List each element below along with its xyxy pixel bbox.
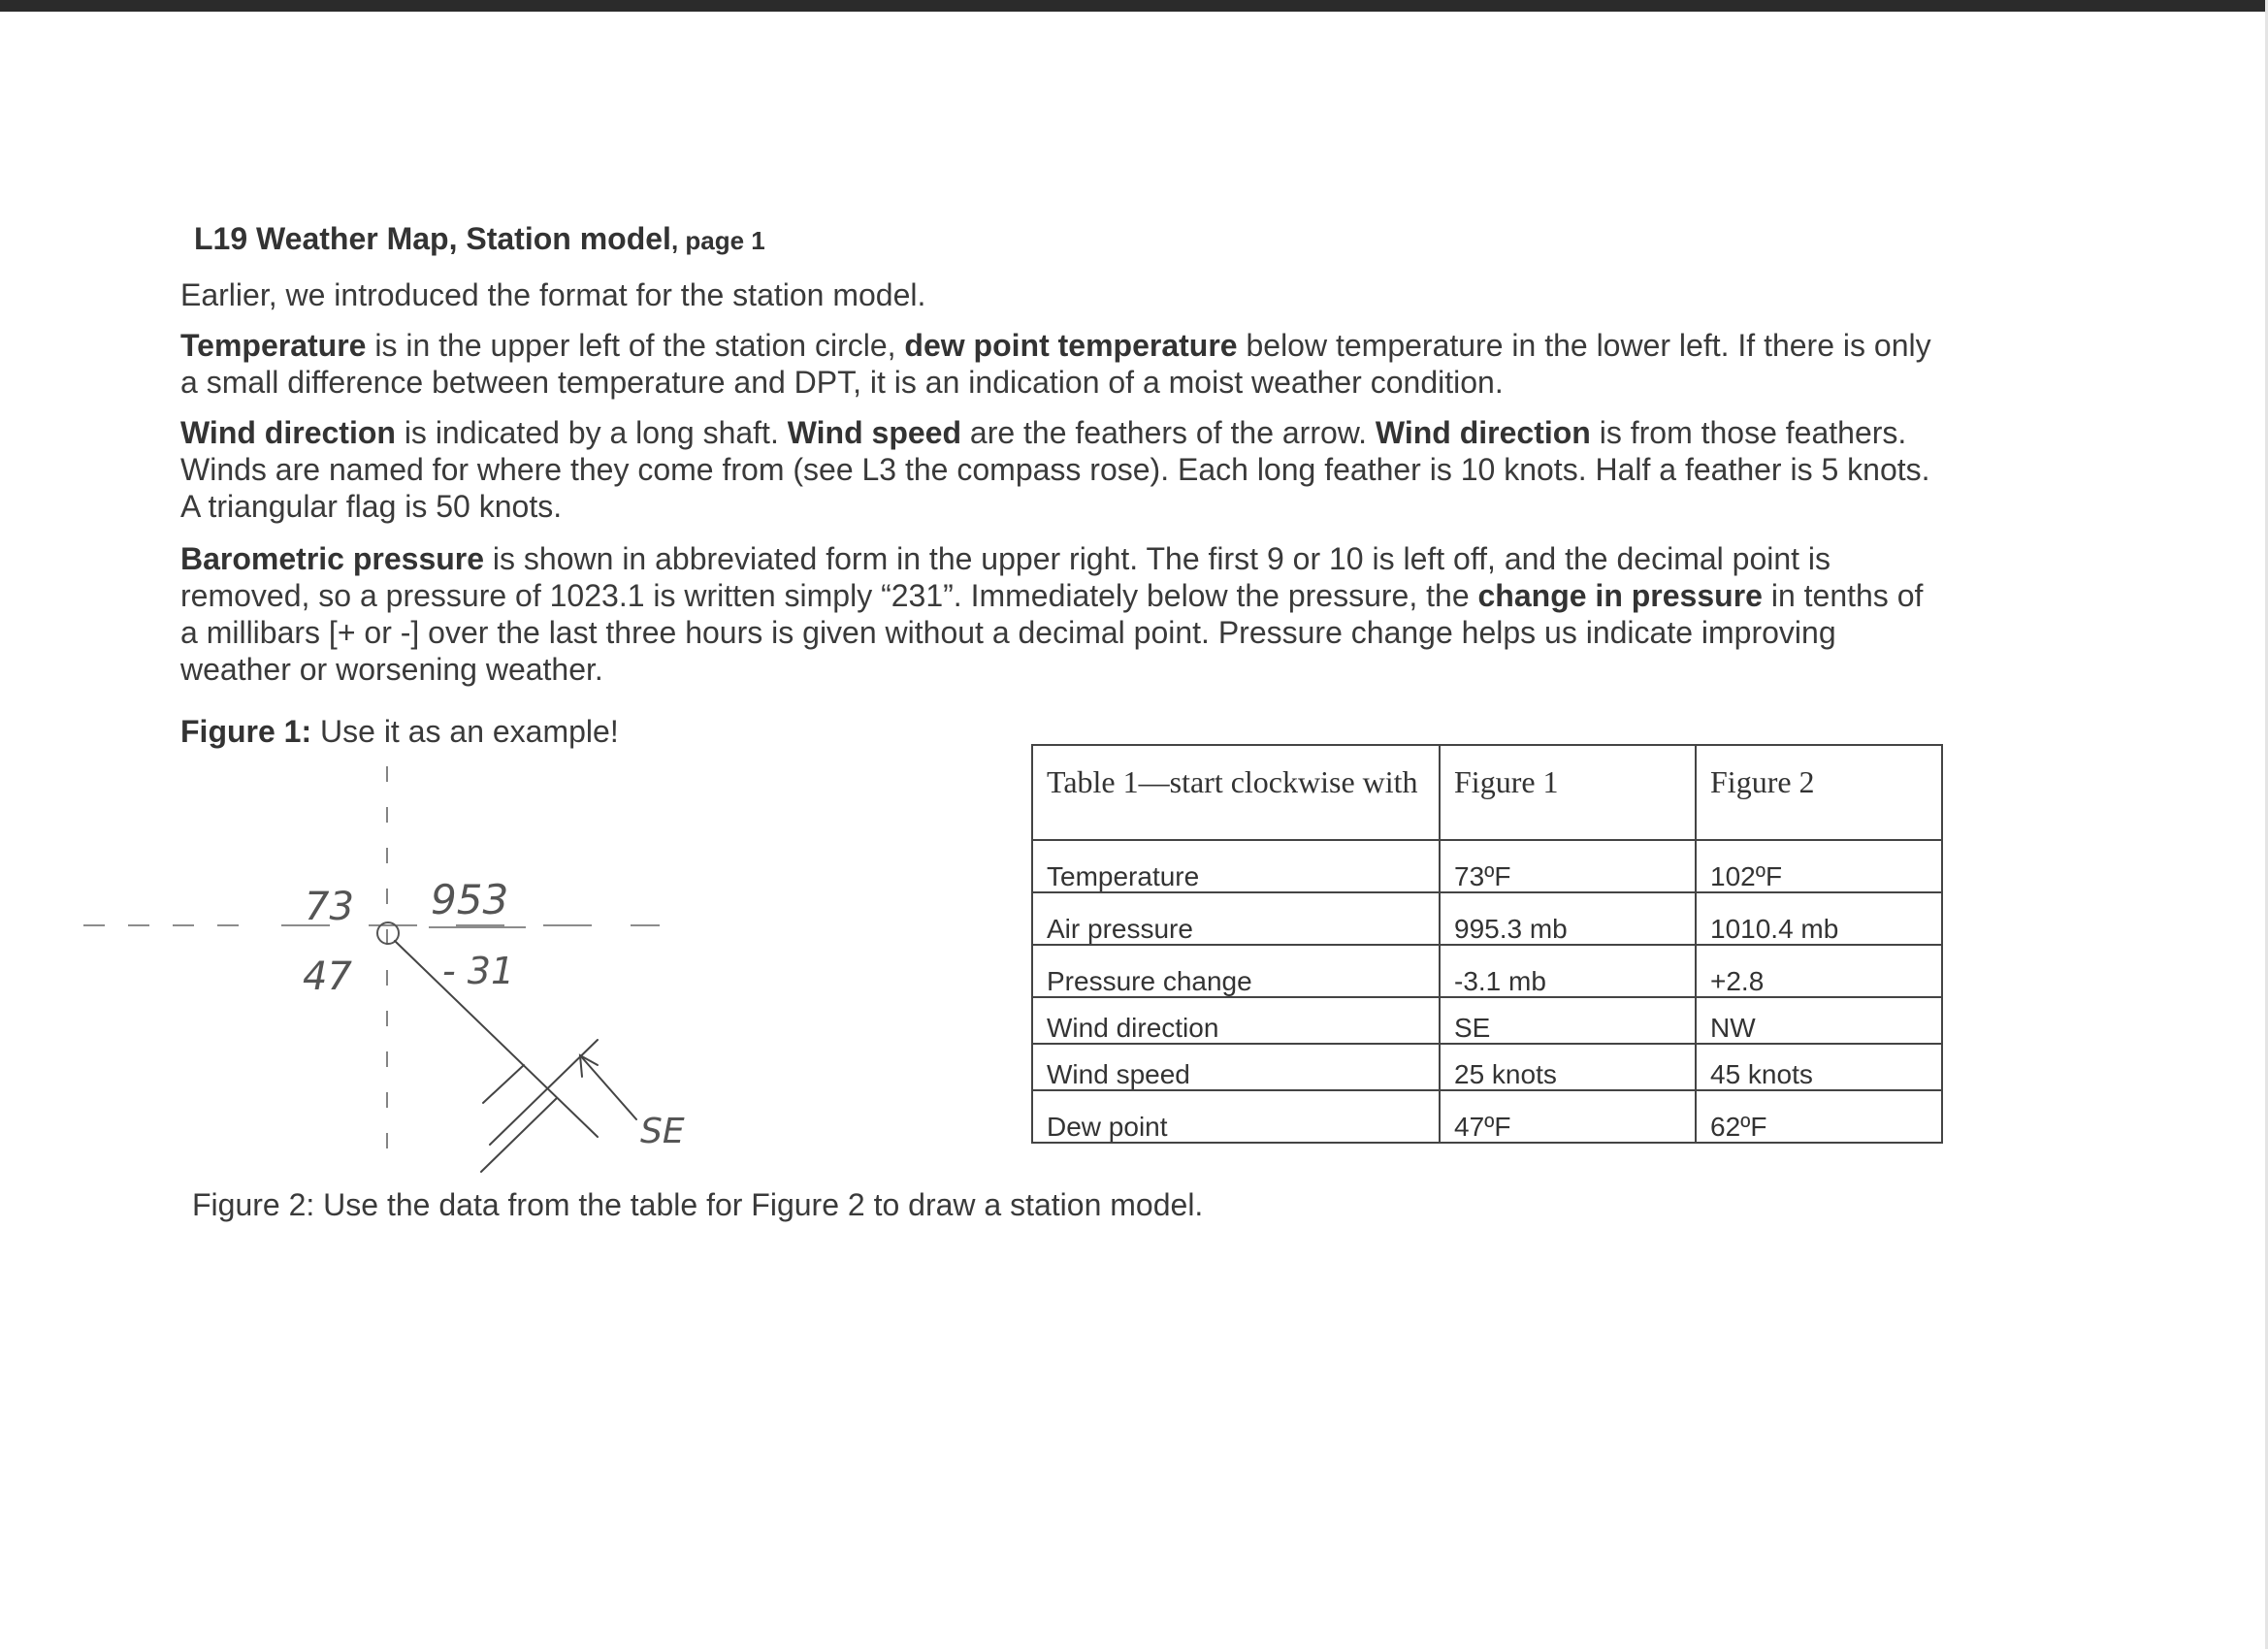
table-cell: +2.8	[1696, 945, 1942, 997]
station-pressure-change: - 31	[442, 950, 515, 992]
wind-speed-term: Wind speed	[787, 415, 961, 450]
table-cell: 47ºF	[1440, 1090, 1696, 1143]
table-row	[1032, 892, 1942, 945]
scan-top-edge	[0, 0, 2268, 12]
table-cell: -3.1 mb	[1440, 945, 1696, 997]
barometric-text-2: in tenths of a millibars [+ or -] over the last three hours is given without a decimal point. Pressure change helps us indicate improving weather or worsening weather.	[180, 578, 1924, 687]
table-cell: 62ºF	[1696, 1090, 1942, 1143]
wind-direction-arrow	[580, 1055, 636, 1119]
figure-1-label: Figure 1:	[180, 714, 312, 749]
wind-text-3: is from those feathers. Winds are named for where they come from (see L3 the compass rose). Each long feather is 10 knots. Half a feather is 5 knots. A triangular flag is 50 knots.	[180, 415, 1930, 524]
temperature-paragraph	[180, 327, 1946, 401]
table-header-cell: Figure 2	[1696, 745, 1942, 840]
pressure-change-term: change in pressure	[1477, 578, 1763, 613]
wind-direction-label: SE	[640, 1112, 685, 1151]
table-header-cell: Figure 1	[1440, 745, 1696, 840]
table-cell: Temperature	[1032, 840, 1440, 892]
station-temperature: 73	[305, 885, 354, 929]
temperature-term: Temperature	[180, 328, 367, 363]
wind-direction-term: Wind direction	[180, 415, 396, 450]
temperature-text-1: is in the upper left of the station circle,	[366, 328, 905, 363]
wind-feather-2	[481, 1098, 557, 1172]
station-model-figure	[78, 757, 698, 1193]
table-header-row	[1032, 745, 1942, 840]
wind-feather-half	[483, 1065, 524, 1103]
dew-point-term: dew point temperature	[904, 328, 1238, 363]
table-cell: NW	[1696, 997, 1942, 1044]
barometric-paragraph	[180, 540, 1946, 688]
table-row	[1032, 1090, 1942, 1143]
page-title	[194, 221, 765, 257]
table-row	[1032, 997, 1942, 1044]
table-header-cell: Table 1—start clockwise with	[1032, 745, 1440, 840]
table-cell: 1010.4 mb	[1696, 892, 1942, 945]
table-cell: 73ºF	[1440, 840, 1696, 892]
page-title-text: L19 Weather Map, Station model	[194, 221, 671, 256]
table-cell: SE	[1440, 997, 1696, 1044]
wind-text-1: is indicated by a long shaft.	[395, 415, 788, 450]
table-row	[1032, 1044, 1942, 1090]
table-cell: 995.3 mb	[1440, 892, 1696, 945]
barometric-text-1: is shown in abbreviated form in the upper right. The first 9 or 10 is left off, and the decimal point is removed, so a pressure of 1023.1 is written simply “231”. Immediately below the pressure, the	[180, 541, 1831, 613]
station-dew-point: 47	[303, 954, 352, 999]
data-table	[1031, 744, 1943, 1144]
table-cell: Wind speed	[1032, 1044, 1440, 1090]
table-row	[1032, 945, 1942, 997]
table-row	[1032, 840, 1942, 892]
page-title-page: , page 1	[670, 226, 765, 255]
table-cell: Pressure change	[1032, 945, 1440, 997]
wind-text-2: are the feathers of the arrow.	[961, 415, 1376, 450]
station-pressure: 953	[431, 876, 509, 923]
temperature-text-2: below temperature in the lower left. If there is only a small difference between temperature and DPT, it is an indication of a moist weather condition.	[180, 328, 1931, 400]
table-cell: Air pressure	[1032, 892, 1440, 945]
table-cell: 45 knots	[1696, 1044, 1942, 1090]
barometric-term: Barometric pressure	[180, 541, 485, 576]
figure-2-caption: Figure 2: Use the data from the table for Figure 2 to draw a station model.	[192, 1187, 1204, 1222]
wind-paragraph	[180, 414, 1946, 525]
table-cell: Dew point	[1032, 1090, 1440, 1143]
table-cell: Wind direction	[1032, 997, 1440, 1044]
table-cell: 25 knots	[1440, 1044, 1696, 1090]
figure-1-text: Use it as an example!	[311, 714, 619, 749]
wind-direction-term-2: Wind direction	[1375, 415, 1591, 450]
intro-paragraph: Earlier, we introduced the format for the station model.	[180, 277, 926, 312]
table-cell: 102ºF	[1696, 840, 1942, 892]
